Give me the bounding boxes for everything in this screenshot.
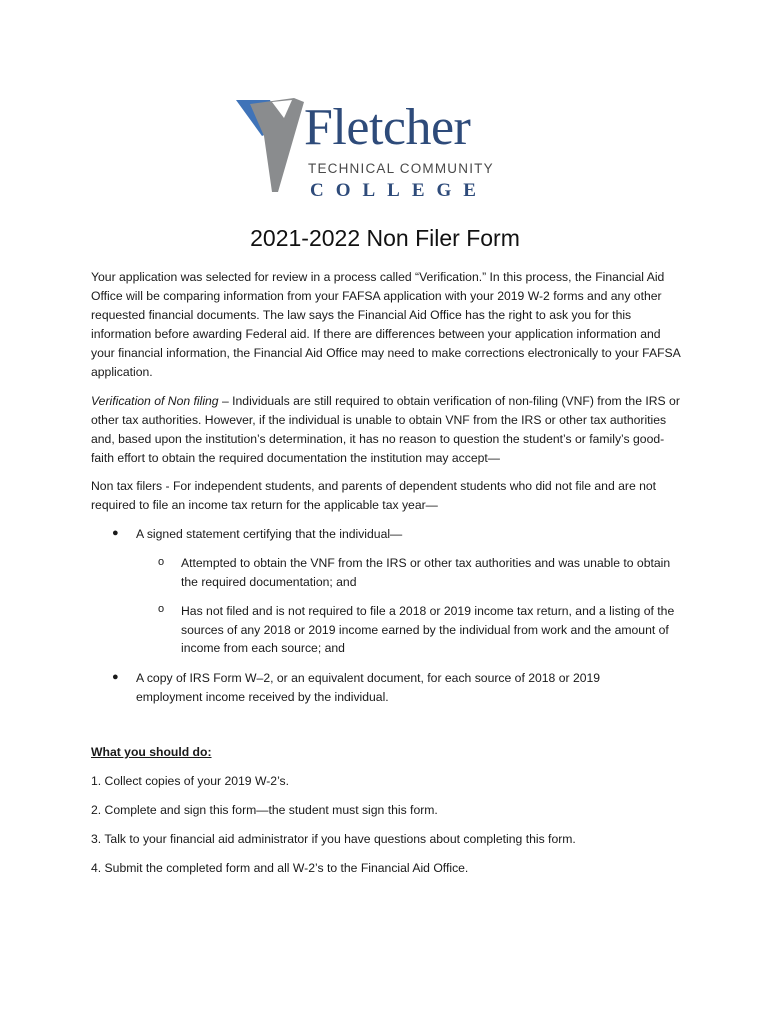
verification-paragraph [91,392,686,468]
todo-heading: What you should do: [91,745,212,759]
logo-subtitle: TECHNICAL COMMUNITY [308,161,494,176]
sub-bullet-item: Attempted to obtain the VNF from the IRS or other tax authorities and was unable to obtain the required documentation; and [181,556,671,589]
college-logo [234,96,504,206]
todo-step: 1. Collect copies of your 2019 W-2’s. [91,774,290,788]
verification-label: Verification of Non filing [91,394,219,408]
sub-bullet-item: Has not filed and is not required to file a 2018 or 2019 income tax return, and a listing of the sources of any 2018 or 2019 income earned by the individual from work and the amount of income from each source; and [181,604,675,655]
verification-text: – Individuals are still required to obtain verification of non-filing (VNF) from the IRS or other tax authorities. However, if the individual is unable to obtain VNF from the IRS or other tax authorities and, based upon the institution’s determination, it has no reason to question the student’s or family’s good-faith effort to obtain the required documentation the institution may accept— [91,394,680,465]
bullet-item: A signed statement certifying that the individual— [136,527,403,541]
bullet-marker: ● [112,671,119,683]
logo-name: Fletcher [304,99,471,156]
intro-paragraph: Your application was selected for review in a process called “Verification.” In this process, the Financial Aid Office will be comparing information from your FAFSA application with your 2019 W-2 forms and any other requested financial documents. The law says the Financial Aid Office has the right to ask you for this information before awarding Federal aid. If there are differences between your application information and your financial information, the Financial Aid Office may need to make corrections electronically to your FAFSA application. [91,270,681,379]
sub-bullet-marker: o [158,556,165,568]
non-tax-paragraph: Non tax filers - For independent students, and parents of dependent students who did not file and are not required to file an income tax return for the applicable tax year— [91,479,657,512]
sub-bullet-marker: o [158,603,165,615]
logo-mark-icon [234,96,306,196]
todo-step: 3. Talk to your financial aid administrator if you have questions about completing this form. [91,832,576,846]
bullet-item: A copy of IRS Form W–2, or an equivalent document, for each source of 2018 or 2019 employment income received by the individual. [136,671,601,704]
bullet-marker: ● [112,527,119,539]
todo-step: 4. Submit the completed form and all W-2’s to the Financial Aid Office. [91,861,469,875]
todo-step: 2. Complete and sign this form—the student must sign this form. [91,803,438,817]
logo-college: COLLEGE [310,180,488,201]
form-title: 2021-2022 Non Filer Form [250,225,520,251]
